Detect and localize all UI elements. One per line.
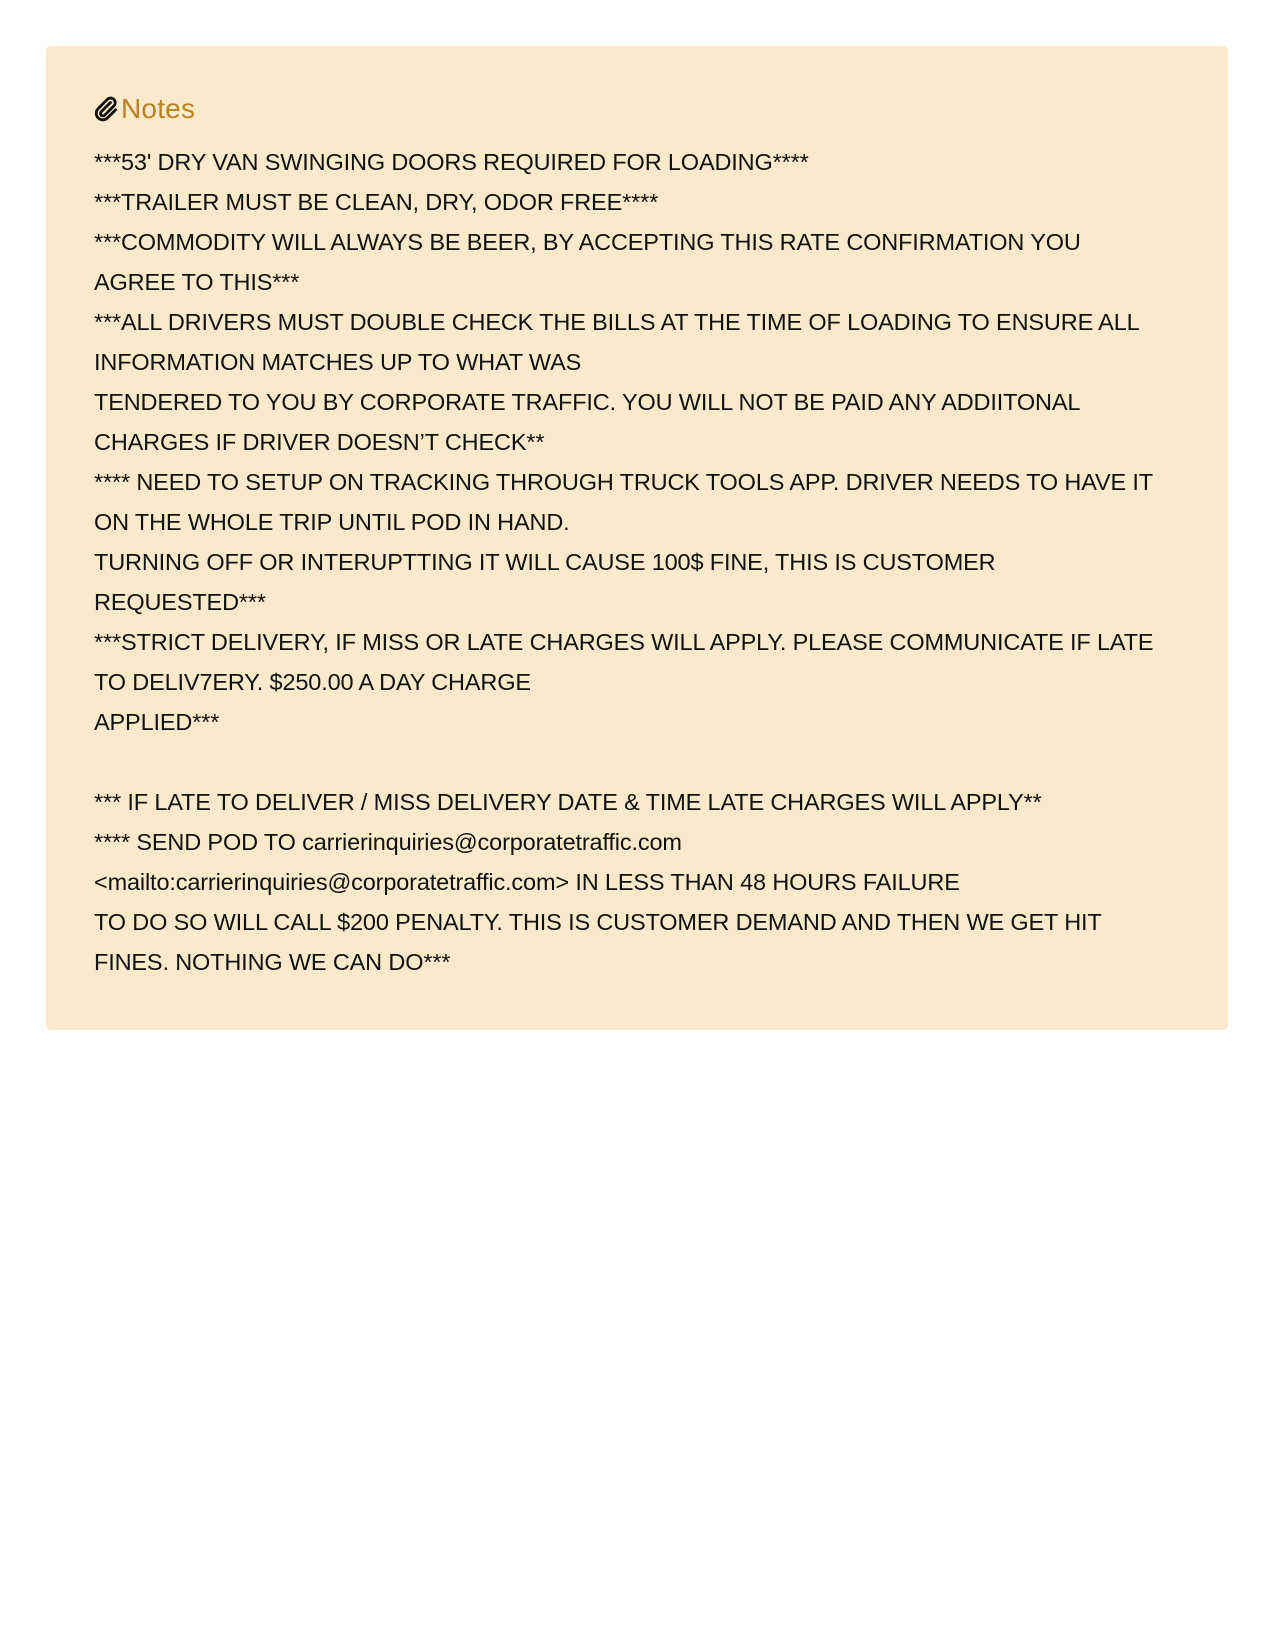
- note-line: *** IF LATE TO DELIVER / MISS DELIVERY DATE & TIME LATE CHARGES WILL APPLY**: [94, 789, 1042, 815]
- note-line: ***53' DRY VAN SWINGING DOORS REQUIRED FOR LOADING****: [94, 149, 809, 175]
- note-line: **** NEED TO SETUP ON TRACKING THROUGH TRUCK TOOLS APP. DRIVER NEEDS TO HAVE IT: [94, 469, 1153, 495]
- note-line: ON THE WHOLE TRIP UNTIL POD IN HAND.: [94, 509, 570, 535]
- note-line: TENDERED TO YOU BY CORPORATE TRAFFIC. YOU WILL NOT BE PAID ANY ADDIITONAL: [94, 389, 1081, 415]
- notes-title: Notes: [121, 93, 196, 124]
- note-line: ***COMMODITY WILL ALWAYS BE BEER, BY ACCEPTING THIS RATE CONFIRMATION YOU: [94, 229, 1081, 255]
- notes-panel: [46, 46, 1228, 1030]
- paperclip-icon: [94, 96, 118, 122]
- note-line: **** SEND POD TO carrierinquiries@corporatetraffic.com: [94, 829, 682, 855]
- note-line: CHARGES IF DRIVER DOESN’T CHECK**: [94, 429, 545, 455]
- note-line: REQUESTED***: [94, 589, 266, 615]
- note-line: INFORMATION MATCHES UP TO WHAT WAS: [94, 349, 582, 375]
- note-line: ***STRICT DELIVERY, IF MISS OR LATE CHARGES WILL APPLY. PLEASE COMMUNICATE IF LATE: [94, 629, 1154, 655]
- note-line: AGREE TO THIS***: [94, 269, 300, 295]
- note-line: APPLIED***: [94, 709, 220, 735]
- note-line: <mailto:carrierinquiries@corporatetraffic.com> IN LESS THAN 48 HOURS FAILURE: [94, 869, 960, 895]
- notes-header: [94, 94, 1180, 124]
- note-line: ***TRAILER MUST BE CLEAN, DRY, ODOR FREE****: [94, 189, 659, 215]
- note-line: TURNING OFF OR INTERUPTTING IT WILL CAUSE 100$ FINE, THIS IS CUSTOMER: [94, 549, 996, 575]
- note-line: TO DELIV7ERY. $250.00 A DAY CHARGE: [94, 669, 531, 695]
- note-line: FINES. NOTHING WE CAN DO***: [94, 949, 451, 975]
- note-line: TO DO SO WILL CALL $200 PENALTY. THIS IS CUSTOMER DEMAND AND THEN WE GET HIT: [94, 909, 1102, 935]
- note-line: ***ALL DRIVERS MUST DOUBLE CHECK THE BILLS AT THE TIME OF LOADING TO ENSURE ALL: [94, 309, 1140, 335]
- notes-body: [94, 142, 1180, 982]
- note-line: [94, 742, 1180, 782]
